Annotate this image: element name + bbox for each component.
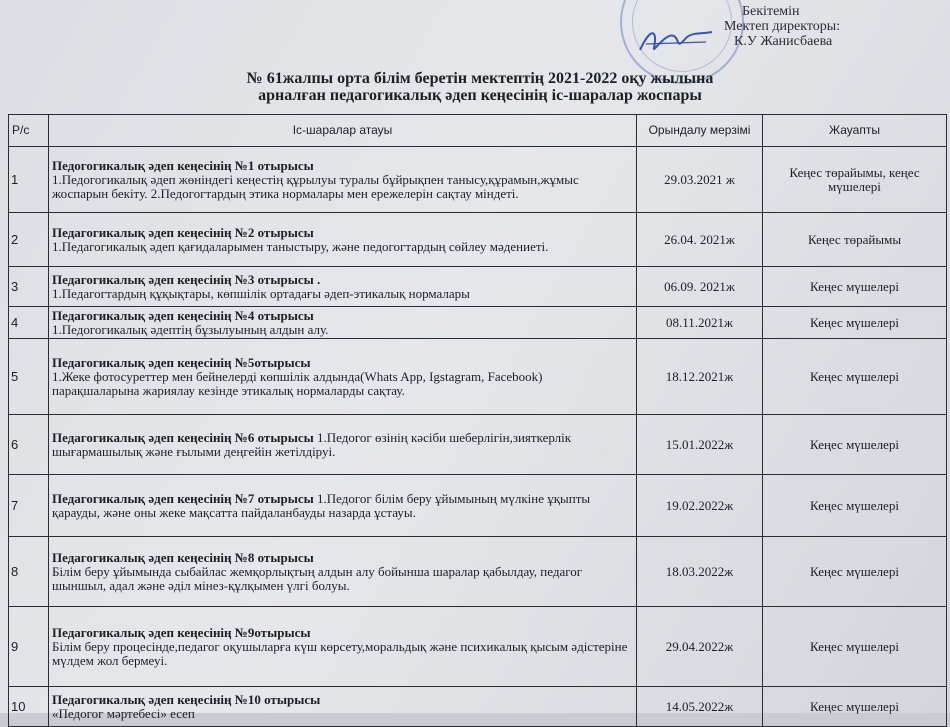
row-num: 7 xyxy=(9,475,49,537)
table-row xyxy=(9,267,947,307)
row-date: 19.02.2022ж xyxy=(637,475,763,537)
row-activity xyxy=(49,307,637,339)
row-responsible: Кеңес мүшелері xyxy=(763,415,947,475)
row-activity xyxy=(49,415,637,475)
row-num: 6 xyxy=(9,415,49,475)
row-activity xyxy=(49,687,637,727)
activity-text: 1.Педогог білім беру ұйымының мүлкіне ұқыпты қарауды, және оны жеке мақсатта пайдаланбауды назарда ұстауы. xyxy=(52,490,591,520)
row-date: 26.04. 2021ж xyxy=(637,213,763,267)
activity-title: Педогогикалық әдеп кеңесінің №1 отырысы xyxy=(52,157,314,173)
table-row xyxy=(9,687,947,727)
header-responsible: Жауапты xyxy=(763,115,947,147)
header-num: Р/с xyxy=(9,115,49,147)
title-line-1: № 61жалпы орта білім беретін мектептің 2021-2022 оқу жылына xyxy=(246,70,714,87)
row-responsible: Кеңес мүшелері xyxy=(763,307,947,339)
row-num: 2 xyxy=(9,213,49,267)
row-date: 29.04.2022ж xyxy=(637,607,763,687)
row-date: 15.01.2022ж xyxy=(637,415,763,475)
document-title xyxy=(60,70,900,104)
activity-title: Педагогикалық әдеп кеңесінің №7 отырысы xyxy=(52,490,318,506)
row-date: 18.03.2022ж xyxy=(637,537,763,607)
table-row xyxy=(9,147,947,213)
row-responsible: Кеңес төрайымы, кеңес мүшелері xyxy=(763,147,947,213)
row-activity xyxy=(49,147,637,213)
table-row xyxy=(9,307,947,339)
activity-text: 1.Педогог өзінің кәсіби шеберлігін,зияткерлік шығармашылық және ғылыми деңгейін жетілдіруі. xyxy=(52,429,572,459)
plan-table xyxy=(8,114,947,727)
activity-text: 1.Педогогикалық әдептің бұзылуының алдын алу. xyxy=(52,321,329,337)
row-date: 14.05.2022ж xyxy=(637,687,763,727)
row-activity xyxy=(49,537,637,607)
row-activity xyxy=(49,607,637,687)
row-num: 4 xyxy=(9,307,49,339)
row-activity xyxy=(49,339,637,415)
row-num: 5 xyxy=(9,339,49,415)
row-date: 18.12.2021ж xyxy=(637,339,763,415)
activity-title: Педагогикалық әдеп кеңесінің №5отырысы xyxy=(52,354,311,370)
approval-word: Бекітемін xyxy=(742,4,800,19)
row-responsible: Кеңес мүшелері xyxy=(763,607,947,687)
activity-title: Педагогикалық әдеп кеңесінің №4 отырысы xyxy=(52,307,314,323)
approval-block xyxy=(720,4,945,49)
row-responsible: Кеңес төрайымы xyxy=(763,213,947,267)
row-activity xyxy=(49,213,637,267)
row-num: 10 xyxy=(9,687,49,727)
row-num: 9 xyxy=(9,607,49,687)
row-activity xyxy=(49,267,637,307)
table-row xyxy=(9,607,947,687)
activity-title: Педагогикалық әдеп кеңесінің №2 отырысы xyxy=(52,224,314,240)
row-activity xyxy=(49,475,637,537)
activity-title: Педагогикалық әдеп кеңесінің №8 отырысы xyxy=(52,549,314,565)
table-row xyxy=(9,475,947,537)
activity-title: Педагогикалық әдеп кеңесінің №3 отырысы . xyxy=(52,271,321,287)
director-signature xyxy=(636,24,716,56)
activity-title: Педагогикалық әдеп кеңесінің №9отырысы xyxy=(52,624,311,640)
row-date: 06.09. 2021ж xyxy=(637,267,763,307)
table-header-row xyxy=(9,115,947,147)
table-row xyxy=(9,415,947,475)
row-date: 08.11.2021ж xyxy=(637,307,763,339)
activity-text: 1.Жеке фотосуреттер мен бейнелерді көпшілік алдында(Whats App, Igstagram, Facebook) парақшаларына жариялау кезінде этикалық нормаларды сақтау. xyxy=(52,368,543,398)
activity-text: Білім беру ұйымында сыбайлас жемқорлықтың алдын алу бойынша шаралар қабылдау, педагог шыншыл, адал және әділ мінез-құлқымен үлгі болуы. xyxy=(52,563,583,593)
row-responsible: Кеңес мүшелері xyxy=(763,267,947,307)
row-responsible: Кеңес мүшелері xyxy=(763,687,947,727)
table-row xyxy=(9,339,947,415)
row-num: 1 xyxy=(9,147,49,213)
header-date: Орындалу мерзімі xyxy=(637,115,763,147)
row-date: 29.03.2021 ж xyxy=(637,147,763,213)
activity-title: Педагогикалық әдеп кеңесінің №6 отырысы xyxy=(52,429,318,445)
activity-text: «Педогог мәртебесі» есеп xyxy=(52,705,195,721)
row-responsible: Кеңес мүшелері xyxy=(763,537,947,607)
header-activity: Іс-шаралар атауы xyxy=(49,115,637,147)
title-line-2: арналған педагогикалық әдеп кеңесінің іс-шаралар жоспары xyxy=(258,87,702,104)
activity-text: 1.Педогогикалық әдеп жөніндегі кеңестің құрылуы туралы бұйрықпен танысу,құрамын,жұмыс жоспарын бекіту. 2.Педогогтардың этика нормалары мен ережелерін сақтау міндеті. xyxy=(52,171,579,201)
activity-text: 1.Педагогикалық әдеп қағидаларымен таныстыру, және педогогтардың сөйлеу мәдениеті. xyxy=(52,238,549,254)
approval-name: К.У Жанисбаева xyxy=(734,34,833,49)
activity-text: 1.Педагогтардың құқықтары, көпшілік ортадағы әдеп-этикалық нормалары xyxy=(52,285,470,301)
table-row xyxy=(9,213,947,267)
row-num: 8 xyxy=(9,537,49,607)
row-responsible: Кеңес мүшелері xyxy=(763,339,947,415)
activity-text: Білім беру процесінде,педагог оқушыларға күш көрсету,моральдық және психикалық қысым әдістеріне мүлдем жол бермеуі. xyxy=(52,638,628,668)
row-responsible: Кеңес мүшелері xyxy=(763,475,947,537)
approval-position: Мектеп директоры: xyxy=(724,19,841,34)
table-row xyxy=(9,537,947,607)
row-num: 3 xyxy=(9,267,49,307)
activity-title: Педагогикалық әдеп кеңесінің №10 отырысы xyxy=(52,691,321,707)
